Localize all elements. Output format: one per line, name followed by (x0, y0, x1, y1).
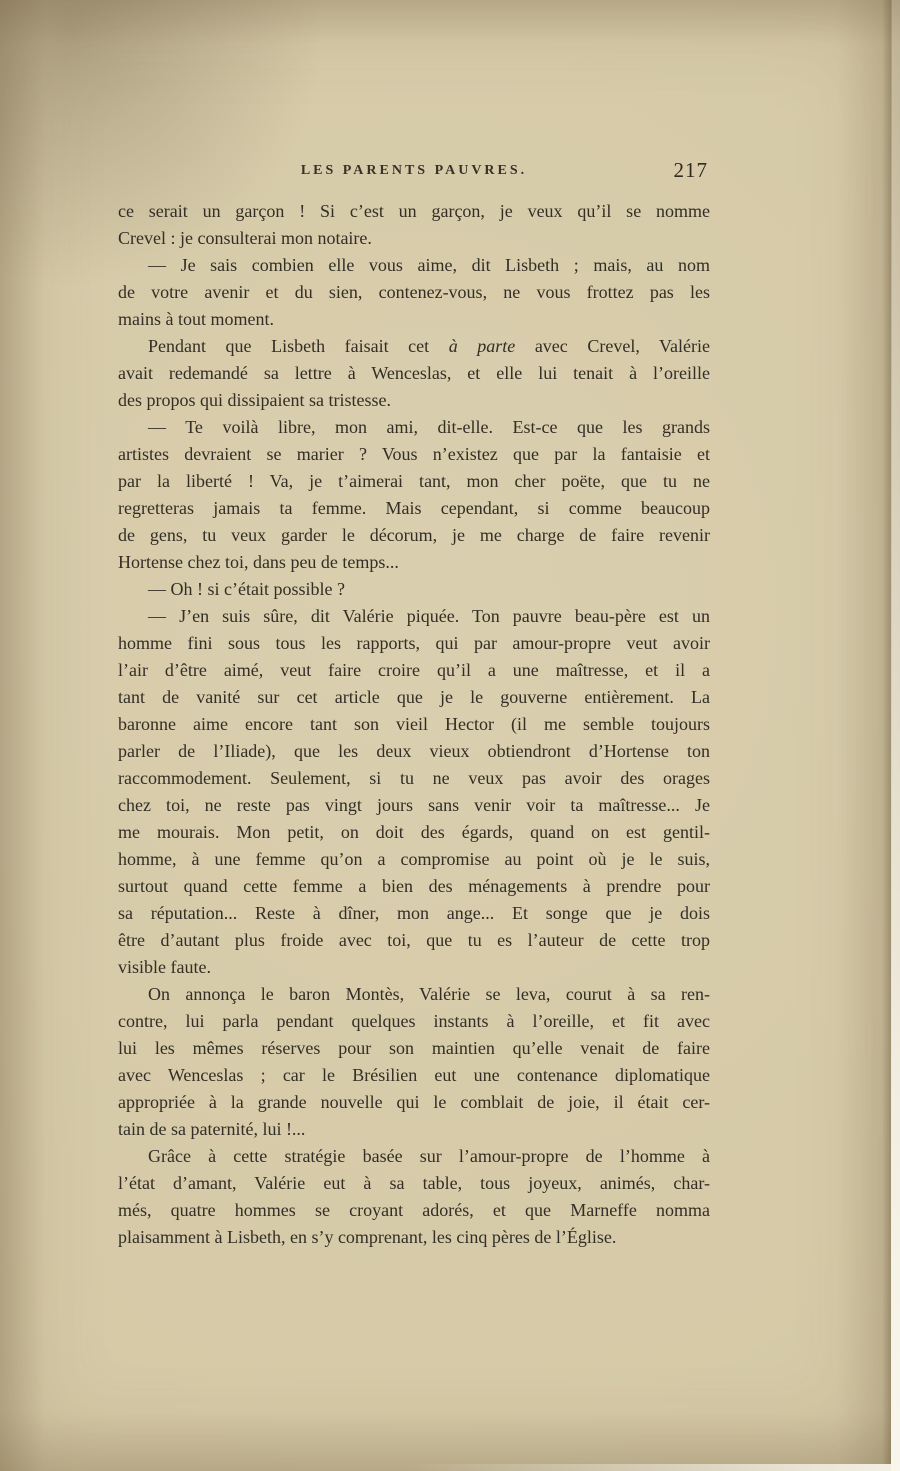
text-line: ce serait un garçon ! Si c’est un garçon, je veux qu’il se nomme (118, 201, 710, 221)
text-line: artistes devraient se marier ? Vous n’existez que par la fantaisie et (118, 444, 710, 464)
text-line: Crevel : je consulterai mon notaire. (118, 228, 372, 248)
paragraph (118, 576, 710, 603)
text-line: être d’autant plus froide avec toi, que tu es l’auteur de cette trop (118, 930, 710, 950)
text-line: l’état d’amant, Valérie eut à sa table, tous joyeux, animés, char- (118, 1173, 710, 1193)
paragraph (118, 333, 710, 414)
text-line: On annonça le baron Montès, Valérie se leva, courut à sa ren- (148, 984, 710, 1004)
text-line: — Te voilà libre, mon ami, dit-elle. Est-ce que les grands (148, 417, 710, 437)
paragraph (118, 252, 710, 333)
text-line: Grâce à cette stratégie basée sur l’amour-propre de l’homme à (148, 1146, 710, 1166)
text-line: me mourais. Mon petit, on doit des égards, quand on est gentil- (118, 822, 710, 842)
scan-edge-right (891, 0, 900, 1471)
scan-edge-bottom (405, 1464, 900, 1471)
text-line: Pendant que Lisbeth faisait cet à parte avec Crevel, Valérie (148, 336, 711, 356)
scan-edge-shadow (882, 0, 892, 1471)
text-line: homme fini sous tous les rapports, qui par amour-propre veut avoir (118, 633, 710, 653)
paragraph (118, 1143, 710, 1251)
text-line: avec Wenceslas ; car le Brésilien eut une contenance diplomatique (118, 1065, 710, 1085)
text-line: visible faute. (118, 957, 211, 977)
italic-phrase: à parte (448, 336, 516, 356)
page-number: 217 (673, 158, 708, 182)
text-line: Hortense chez toi, dans peu de temps... (118, 552, 399, 572)
text-line: raccommodement. Seulement, si tu ne veux pas avoir des orages (118, 768, 710, 788)
text-line: surtout quand cette femme a bien des ménagements à prendre pour (118, 876, 710, 896)
text-line: — J’en suis sûre, dit Valérie piquée. Ton pauvre beau-père est un (148, 606, 710, 626)
page-header (118, 158, 710, 188)
paragraph (118, 198, 710, 252)
text-line: par la liberté ! Va, je t’aimerai tant, mon cher poëte, que tu ne (118, 471, 710, 491)
paragraph (118, 603, 710, 981)
text-line: tain de sa paternité, lui !... (118, 1119, 306, 1139)
text-line: appropriée à la grande nouvelle qui le comblait de joie, il était cer- (118, 1092, 710, 1112)
text-line: l’air d’être aimé, veut faire croire qu’il a une maîtresse, et il a (118, 660, 710, 680)
text-line: més, quatre hommes se croyant adorés, et que Marneffe nomma (118, 1200, 710, 1220)
text-line: de gens, tu veux garder le décorum, je me charge de faire revenir (118, 525, 710, 545)
text-line: sa réputation... Reste à dîner, mon ange... Et songe que je dois (118, 903, 710, 923)
text-line: tant de vanité sur cet article que je le gouverne entièrement. La (118, 687, 710, 707)
text-line: parler de l’Iliade), que les deux vieux obtiendront d’Hortense ton (118, 741, 710, 761)
text-line: contre, lui parla pendant quelques instants à l’oreille, et fit avec (118, 1011, 710, 1031)
text-line: de votre avenir et du sien, contenez-vous, ne vous frottez pas les (118, 282, 710, 302)
running-title: LES PARENTS PAUVRES. (300, 163, 528, 178)
text-line: lui les mêmes réserves pour son maintien qu’elle venait de faire (118, 1038, 710, 1058)
paragraph (118, 981, 710, 1143)
text-line: chez toi, ne reste pas vingt jours sans venir voir ta maîtresse... Je (118, 795, 710, 815)
text-line: regretteras jamais ta femme. Mais cependant, si comme beaucoup (118, 498, 710, 518)
text-line: des propos qui dissipaient sa tristesse. (118, 390, 391, 410)
text-line: homme, à une femme qu’on a compromise au point où je le suis, (118, 849, 710, 869)
text-line: avait redemandé sa lettre à Wenceslas, et elle lui tenait à l’oreille (118, 363, 710, 383)
text-line: baronne aime encore tant son vieil Hector (il me semble toujours (118, 714, 710, 734)
text-line: mains à tout moment. (118, 309, 274, 329)
text-line: plaisamment à Lisbeth, en s’y comprenant, les cinq pères de l’Église. (118, 1227, 617, 1247)
page-body (118, 198, 710, 1251)
text-line: — Je sais combien elle vous aime, dit Lisbeth ; mais, au nom (148, 255, 710, 275)
paragraph (118, 414, 710, 576)
text-block (118, 158, 710, 1251)
text-line: — Oh ! si c’était possible ? (148, 579, 345, 599)
